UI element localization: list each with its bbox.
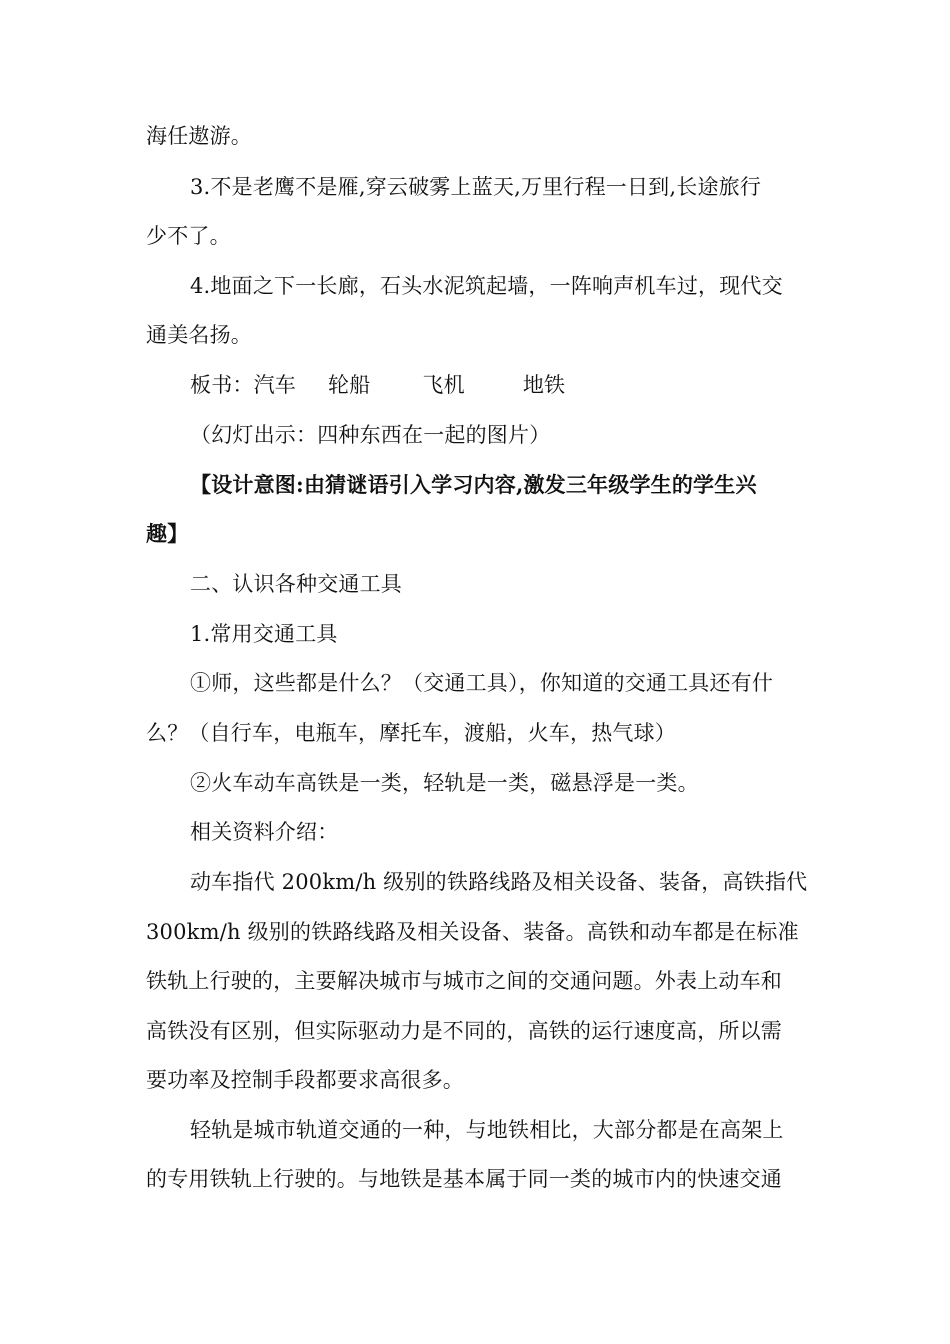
design-intent-cont: 趣】 — [146, 521, 189, 546]
section-heading: 二、认识各种交通工具 — [190, 572, 402, 596]
text-line: 要功率及控制手段都要求高很多。 — [146, 1068, 464, 1092]
text-line: 轻轨是城市轨道交通的一种，与地铁相比，大部分都是在高架上 — [190, 1118, 784, 1142]
design-intent: 【设计意图:由猜谜语引入学习内容,激发三年级学生的学生兴 — [190, 472, 757, 497]
text-line: 通美名扬。 — [146, 323, 252, 347]
text-line: 海任遨游。 — [146, 124, 252, 148]
riddle-3-line: 3.不是老鹰不是雁,穿云破雾上蓝天,万里行程一日到,长途旅行 — [190, 175, 762, 199]
text-line: 铁轨上行驶的，主要解决城市与城市之间的交通问题。外表上动车和 — [146, 969, 782, 993]
board-line — [190, 371, 860, 399]
slide-note: （幻灯出示：四种东西在一起的图片） — [190, 423, 551, 447]
subsection-heading: 1.常用交通工具 — [190, 622, 338, 646]
riddle-4-line: 4.地面之下一长廊，石头水泥筑起墙，一阵响声机车过，现代交 — [190, 274, 783, 298]
text-line: 高铁没有区别，但实际驱动力是不同的，高铁的运行速度高，所以需 — [146, 1019, 782, 1043]
text-line: 么？（自行车，电瓶车，摩托车，渡船，火车，热气球） — [146, 721, 676, 745]
text-line: 动车指代 200km/h 级别的铁路线路及相关设备、装备，高铁指代 — [190, 870, 808, 894]
board-label: 板书： — [190, 373, 254, 397]
text-line: ②火车动车高铁是一类，轻轨是一类，磁悬浮是一类。 — [190, 771, 699, 795]
board-item: 轮船 — [328, 373, 371, 397]
board-item: 汽车 — [253, 373, 297, 397]
text-line: 300km/h 级别的铁路线路及相关设备、装备。高铁和动车都是在标准 — [146, 920, 799, 944]
text-line: 少不了。 — [146, 224, 231, 248]
text-line: 相关资料介绍： — [190, 820, 339, 844]
board-item: 飞机 — [422, 373, 465, 397]
board-item: 地铁 — [522, 373, 566, 397]
text-line: ①师，这些都是什么？（交通工具），你知道的交通工具还有什 — [190, 671, 774, 695]
text-line: 的专用铁轨上行驶的。与地铁是基本属于同一类的城市内的快速交通 — [146, 1167, 782, 1191]
